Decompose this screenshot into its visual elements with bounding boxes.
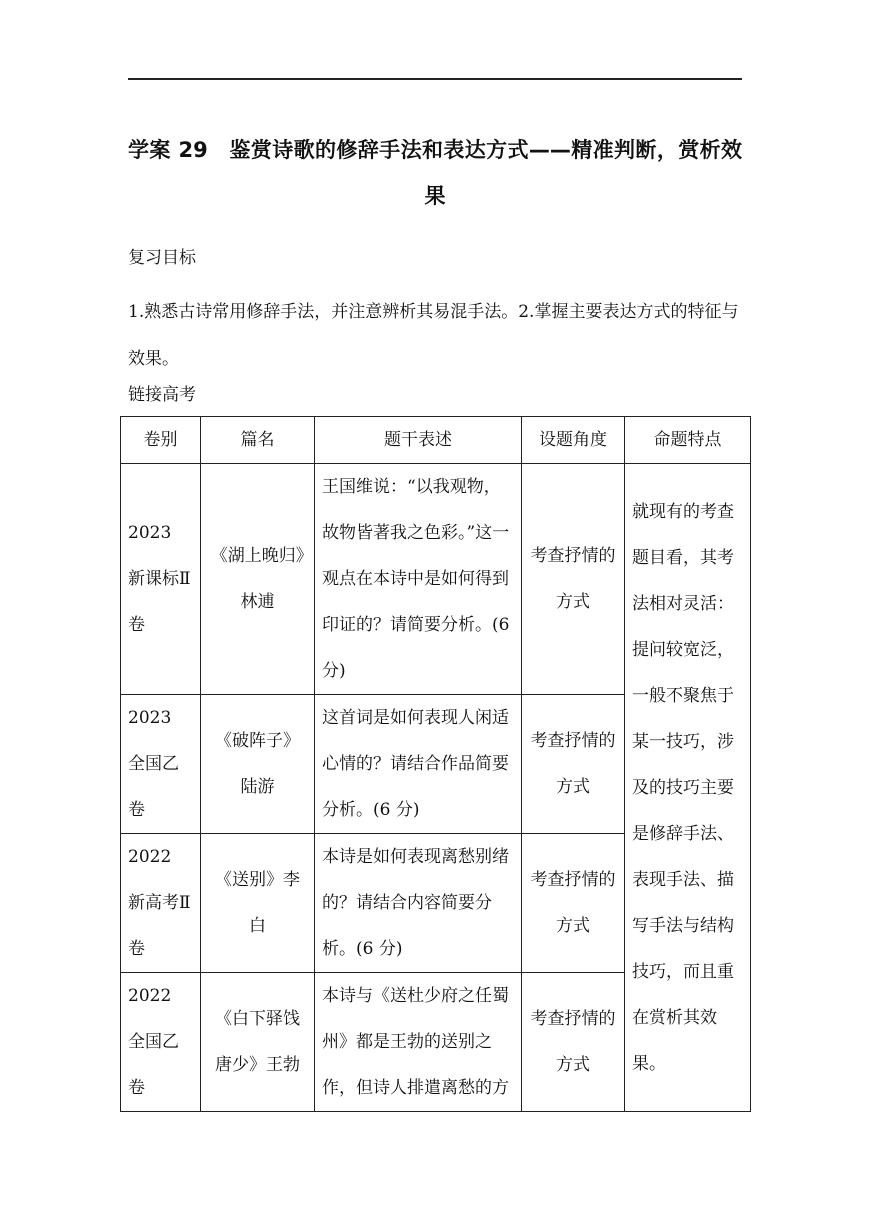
- cell-feature: 就现有的考查题目看，其考法相对灵活：提问较宽泛，一般不聚焦于某一技巧，涉及的技巧主要是修辞手法、表现手法、描写手法与结构技巧，而且重在赏析其效果。: [625, 464, 751, 1112]
- cell-juan: 2023 全国乙卷: [121, 695, 201, 834]
- header-jiaodu: 设题角度: [522, 417, 625, 464]
- cell-juan: 2022 全国乙卷: [121, 973, 201, 1112]
- cell-jiaodu: 考查抒情的方式: [522, 464, 625, 695]
- exam-link-heading: 链接高考: [128, 385, 196, 405]
- cell-tigan: 本诗是如何表现离愁别绪的？请结合内容简要分析。(6 分): [315, 834, 522, 973]
- header-pian: 篇名: [201, 417, 315, 464]
- header-tedian: 命题特点: [625, 417, 751, 464]
- header-juan: 卷别: [121, 417, 201, 464]
- cell-pian: 《破阵子》陆游: [201, 695, 315, 834]
- table-row: [121, 464, 751, 695]
- cell-pian: 《送别》李白: [201, 834, 315, 973]
- table-header-row: [121, 417, 751, 464]
- cell-juan: 2023 新课标Ⅱ卷: [121, 464, 201, 695]
- document-title: [128, 127, 742, 219]
- cell-pian: 《湖上晚归》林逋: [201, 464, 315, 695]
- header-tigan: 题干表述: [315, 417, 522, 464]
- cell-tigan: 王国维说：“以我观物，故物皆著我之色彩。”这一观点在本诗中是如何得到印证的？请简要分析。(6 分): [315, 464, 522, 695]
- cell-jiaodu: 考查抒情的方式: [522, 695, 625, 834]
- review-goals-text: 1.熟悉古诗常用修辞手法，并注意辨析其易混手法。2.掌握主要表达方式的特征与效果。: [128, 302, 739, 369]
- cell-tigan: 本诗与《送杜少府之任蜀州》都是王勃的送别之作，但诗人排遣离愁的方: [315, 973, 522, 1112]
- cell-jiaodu: 考查抒情的方式: [522, 973, 625, 1112]
- header-rule: [128, 78, 742, 80]
- document-title-line1: 学案 29 鉴赏诗歌的修辞手法和表达方式——精准判断，赏析效: [128, 138, 742, 162]
- review-goals-heading: 复习目标: [128, 248, 196, 268]
- cell-juan: 2022 新高考Ⅱ卷: [121, 834, 201, 973]
- exam-table: [120, 416, 751, 1112]
- cell-jiaodu: 考查抒情的方式: [522, 834, 625, 973]
- cell-tigan: 这首词是如何表现人闲适心情的？请结合作品简要分析。(6 分): [315, 695, 522, 834]
- cell-pian: 《白下驿饯唐少》王勃: [201, 973, 315, 1112]
- document-title-line2: 果: [424, 184, 446, 208]
